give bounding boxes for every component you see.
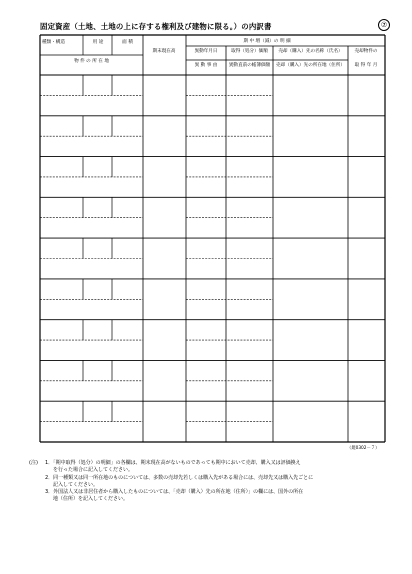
header-sale-acquisition: 売却物件の <box>354 49 378 54</box>
note-line: 1．「期中取得（処分）の明細」の各欄は、期末現在高がないものであっても期中において売却、購入又は評価換え <box>45 460 301 466</box>
header-counterparty-name: 売却（購入）先の名称（氏名） <box>278 49 343 54</box>
note-line: 記入してください。 <box>53 481 99 488</box>
form-number-badge: ⑦ <box>378 19 390 31</box>
header-counterparty-address: 売却（購入）先の所在地（住所） <box>276 63 345 68</box>
header-area: 面 積 <box>122 40 133 45</box>
form-code: （規0302－７） <box>347 446 380 451</box>
header-usage: 用 途 <box>92 40 104 45</box>
header-change-reason: 異 動 事 由 <box>194 63 218 68</box>
header-depreciation-amount: 異動直前の帳簿価額 <box>228 63 271 68</box>
document-title: 固定資産（土地、土地の上に存する権利及び建物に限る。）の内訳書 <box>40 22 272 31</box>
notes-label: (注) <box>29 460 38 466</box>
header-change-details: 期 中 増（減）の 明 細 <box>243 39 291 44</box>
note-line: を行った場合に記入してください。 <box>53 467 134 474</box>
header-acquisition-year: 取 得 年 月 <box>354 63 378 68</box>
note-line: 2．同一種類又は同一所在地のものについては、多数の売却先若しくは購入先がある場合には、売却先又は購入先ごとに <box>45 474 314 481</box>
notes-section <box>29 460 385 504</box>
header-location: 物 件 の 所 在 地 <box>74 59 109 64</box>
header-year-end-value: 期末現在高 <box>152 49 176 54</box>
header-acquisition-amount: 取得（処分）価額 <box>231 49 268 54</box>
header-change-date: 異動年月日 <box>194 49 218 54</box>
header-type-structure: 種類・構造 <box>42 40 65 45</box>
note-line: 地（住所）を記入してください。 <box>53 496 129 503</box>
note-line: 3．外国法人又は非居住者から購入したものについては、「売却（購入）先の所在地（住所）」の欄には、国外の所在 <box>45 489 304 496</box>
